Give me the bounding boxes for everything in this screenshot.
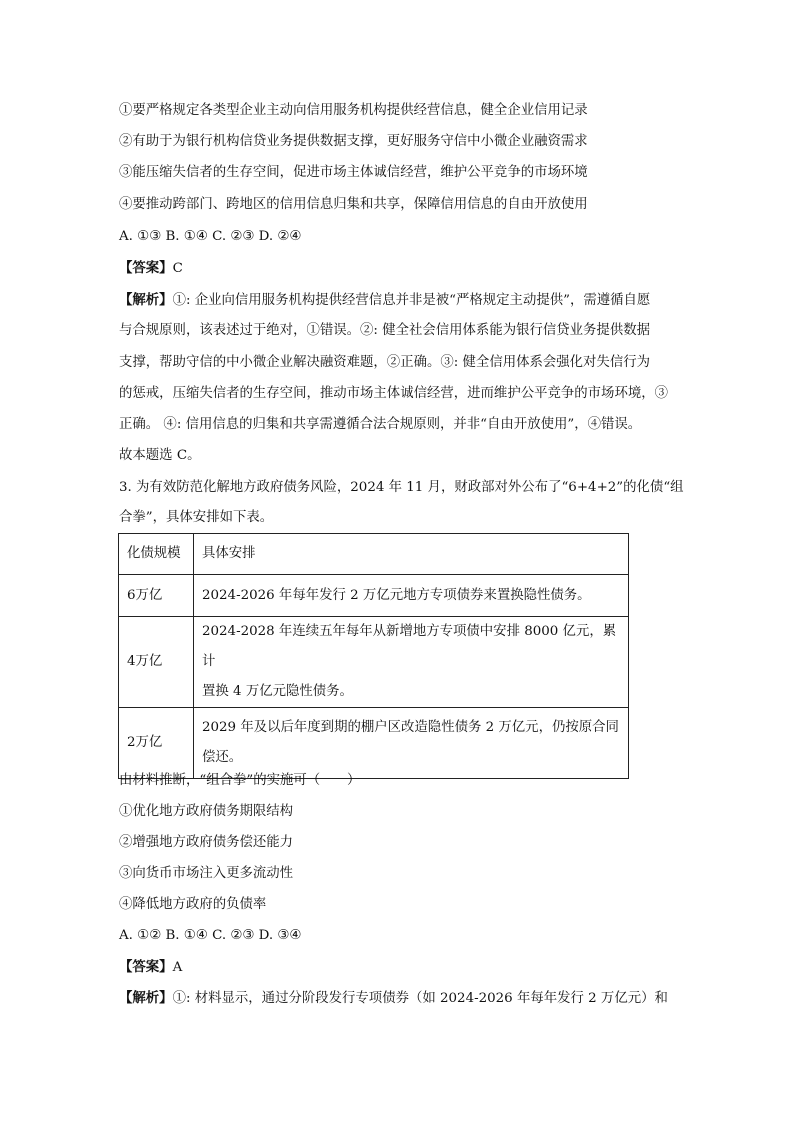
cell-line: 置换 4 万亿元隐性债务。 — [202, 684, 353, 699]
analysis-tag: 【解析】 — [119, 990, 173, 1006]
q3-answer — [119, 957, 182, 978]
cell-line: 2029 年及以后年度到期的棚户区改造隐性债务 2 万亿元，仍按原合同 — [202, 720, 619, 735]
table-cell-scale: 2万亿 — [119, 708, 194, 779]
q2-option-1: ①要严格规定各类型企业主动向信用服务机构提供经营信息，健全企业信用记录 — [119, 103, 588, 118]
answer-tag: 【答案】 — [119, 260, 173, 276]
answer-tag: 【答案】 — [119, 959, 173, 975]
q2-answer — [119, 258, 183, 279]
q2-analysis-line-2: 与合规原则，该表述过于绝对，①错误。②: 健全社会信用体系能为银行信贷业务提供数据 — [119, 323, 650, 338]
q2-analysis-line-3: 支撑，帮助守信的中小微企业解决融资难题，②正确。③: 健全信用体系会强化对失信行为 — [119, 355, 650, 370]
cell-line: 偿还。 — [202, 750, 243, 765]
q2-analysis-line-5: 正确。 ④: 信用信息的归集和共享需遵循合法合规原则，并非“自由开放使用”，④错误。 — [119, 417, 642, 432]
cell-line: 2024-2028 年连续五年每年从新增地方专项债中安排 8000 亿元，累计 — [202, 624, 617, 669]
debt-resolution-table — [118, 533, 629, 779]
q3-option-3: ③向货币市场注入更多流动性 — [119, 866, 294, 881]
q2-analysis-line-4: 的惩戒，压缩失信者的生存空间，推动市场主体诚信经营，进而维护公平竞争的市场环境，③ — [119, 386, 669, 401]
analysis-text: ①: 材料显示，通过分阶段发行专项债券（如 2024-2026 年每年发行 2 万亿元）和 — [172, 991, 668, 1006]
q2-option-2: ②有助于为银行机构信贷业务提供数据支撑，更好服务守信中小微企业融资需求 — [119, 134, 588, 149]
table-header-row — [119, 534, 629, 575]
table-cell-scale: 4万亿 — [119, 617, 194, 708]
q2-analysis-line-1 — [119, 290, 650, 311]
q2-option-4: ④要推动跨部门、跨地区的信用信息归集和共享，保障信用信息的自由开放使用 — [119, 197, 588, 212]
answer-value: C — [172, 261, 183, 276]
table-cell-arrangement — [194, 617, 629, 708]
table-row — [119, 575, 629, 617]
analysis-text: ①: 企业向信用服务机构提供经营信息并非是被“严格规定主动提供”，需遵循自愿 — [172, 293, 651, 308]
q3-analysis-line-1 — [119, 988, 668, 1009]
answer-value: A — [172, 960, 183, 975]
q3-stem-line-2: 合拳”，具体安排如下表。 — [119, 510, 274, 525]
table-cell-scale: 6万亿 — [119, 575, 194, 617]
q3-stem-line-1: 3. 为有效防范化解地方政府债务风险，2024 年 11 月，财政部对外公布了“6+4+2”的化债“组 — [119, 480, 684, 495]
q2-option-3: ③能压缩失信者的生存空间，促进市场主体诚信经营，维护公平竞争的市场环境 — [119, 165, 588, 180]
analysis-tag: 【解析】 — [119, 292, 173, 308]
q3-option-2: ②增强地方政府债务偿还能力 — [119, 835, 294, 850]
table-header-arrangement: 具体安排 — [194, 534, 629, 575]
q3-choices: A. ①② B. ①④ C. ②③ D. ③④ — [119, 928, 302, 943]
q3-option-1: ①优化地方政府债务期限结构 — [119, 804, 294, 819]
q2-choices: A. ①③ B. ①④ C. ②③ D. ②④ — [119, 229, 302, 244]
table-header-scale: 化债规模 — [119, 534, 194, 575]
table-row — [119, 708, 629, 779]
q2-analysis-line-6: 故本题选 C。 — [119, 448, 201, 463]
table-row — [119, 617, 629, 708]
table-cell-arrangement — [194, 575, 629, 617]
cell-line: 2024-2026 年每年发行 2 万亿元地方专项债券来置换隐性债务。 — [202, 587, 591, 603]
table-cell-arrangement — [194, 708, 629, 779]
q3-option-4: ④降低地方政府的负债率 — [119, 897, 267, 912]
q3-question: 由材料推断，“组合拳”的实施可（ ） — [119, 773, 361, 788]
